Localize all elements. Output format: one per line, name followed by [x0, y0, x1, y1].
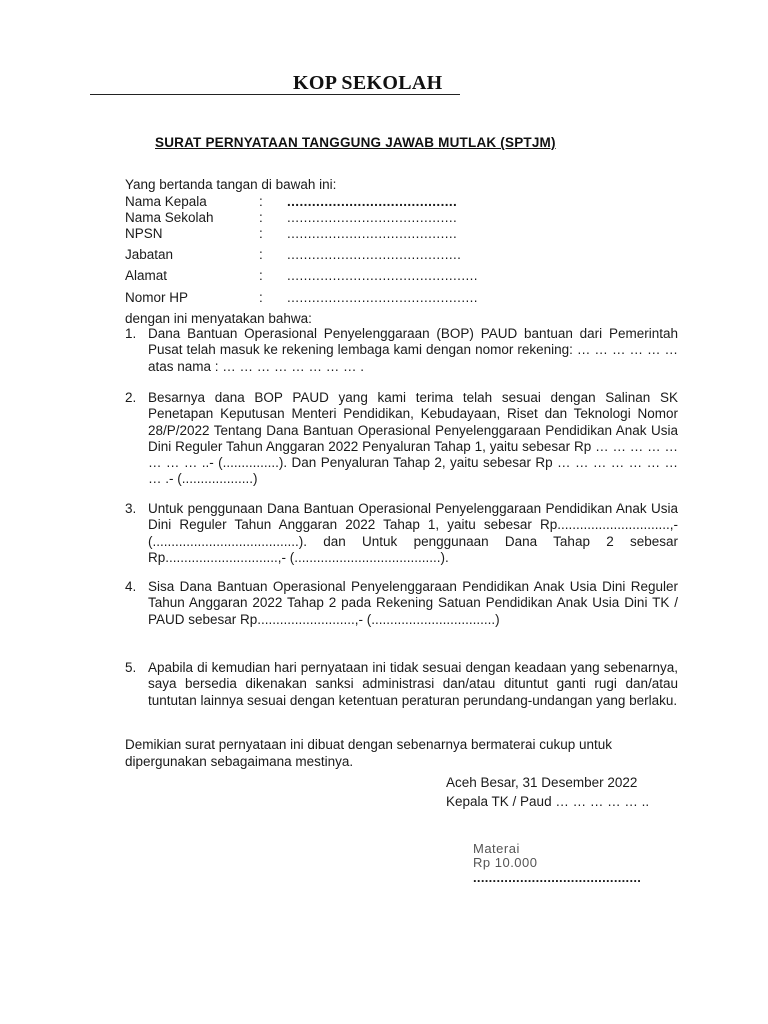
signature-name-line: ...........................................	[473, 870, 642, 885]
place-date: Aceh Besar, 31 Desember 2022	[446, 775, 638, 790]
document-title: SURAT PERNYATAAN TANGGUNG JAWAB MUTLAK (SPTJM)	[155, 135, 556, 150]
field-label-nomor-hp: Nomor HP	[125, 290, 189, 305]
item-text-4: Sisa Dana Bantuan Operasional Penyelenggaraan Pendidikan Anak Usia Dini Reguler Tahun Anggaran 2022 Tahap 2 pada Rekening Satuan Pendidikan Anak Usia Dini TK / PAUD sebesar Rp..........................,- (.................................)	[148, 579, 678, 627]
field-colon: :	[259, 290, 263, 305]
signatory-role: Kepala TK / Paud … … … … … ..	[446, 794, 650, 809]
field-colon: :	[259, 226, 263, 241]
item-number: 5.	[125, 660, 137, 675]
field-label-jabatan: Jabatan	[125, 247, 174, 262]
intro-text: Yang bertanda tangan di bawah ini:	[125, 177, 337, 192]
field-colon: :	[259, 268, 263, 283]
field-label-alamat: Alamat	[125, 268, 168, 283]
item-text-3: Untuk penggunaan Dana Bantuan Operasional Penyelenggaraan Pendidikan Anak Usia Dini Reguler Tahun Anggaran 2022 Tahap 1, yaitu sebesar Rp..............................,- (.......................................). dan Untuk penggunaan Dana Tahap 2 sebesar Rp..............................,- (.......................................).	[148, 501, 678, 565]
item-text-1: Dana Bantuan Operasional Penyelenggaraan (BOP) PAUD bantuan dari Pemerintah Pusat telah masuk ke rekening lembaga kami dengan nomor rekening: … … … … … … atas nama : … … … … … … … … .	[148, 326, 678, 374]
field-value-nama-kepala: .........................................	[287, 194, 458, 209]
field-colon: :	[259, 194, 263, 209]
field-label-nama-sekolah: Nama Sekolah	[125, 210, 214, 225]
letterhead-title: KOP SEKOLAH	[293, 72, 443, 94]
statement-intro: dengan ini menyatakan bahwa:	[125, 311, 312, 326]
field-value-jabatan: ..........................................	[287, 247, 462, 262]
field-label-nama-kepala: Nama Kepala	[125, 194, 207, 209]
field-colon: :	[259, 210, 263, 225]
field-value-nama-sekolah: .........................................	[287, 210, 458, 225]
item-number: 4.	[125, 579, 137, 594]
item-text-5: Apabila di kemudian hari pernyataan ini tidak sesuai dengan keadaan yang sebenarnya, saya bersedia dikenakan sanksi administrasi dan/atau dituntut ganti rugi dan/atau tuntutan lainnya sesuai dengan ketentuan peraturan perundang-undangan yang berlaku.	[148, 660, 678, 708]
field-label-npsn: NPSN	[125, 226, 163, 241]
item-number: 1.	[125, 326, 137, 341]
letterhead	[90, 72, 460, 96]
item-number: 3.	[125, 501, 137, 516]
closing-paragraph: Demikian surat pernyataan ini dibuat dengan sebenarnya bermaterai cukup untuk dipergunakan sebagaimana mestinya.	[125, 737, 613, 769]
field-colon: :	[259, 247, 263, 262]
field-value-npsn: .........................................	[287, 226, 458, 241]
field-value-alamat: ..............................................	[287, 268, 478, 283]
field-value-nomor-hp: ..............................................	[287, 290, 478, 305]
materai-value: Rp 10.000	[473, 855, 538, 870]
item-text-2: Besarnya dana BOP PAUD yang kami terima telah sesuai dengan Salinan SK Penetapan Keputusan Menteri Pendidikan, Kebudayaan, Riset dan Teknologi Nomor 28/P/2022 Tentang Dana Bantuan Operasional Penyelenggaraan Pendidikan Anak Usia Dini Reguler Tahun Anggaran 2022 Penyaluran Tahap 1, yaitu sebesar Rp … … … … … … … … ..- (...............). Dan Penyaluran Tahap 2, yaitu sebesar Rp … … … … … … … … .- (...................)	[148, 390, 678, 487]
item-number: 2.	[125, 390, 137, 405]
materai-label: Materai	[473, 841, 520, 856]
